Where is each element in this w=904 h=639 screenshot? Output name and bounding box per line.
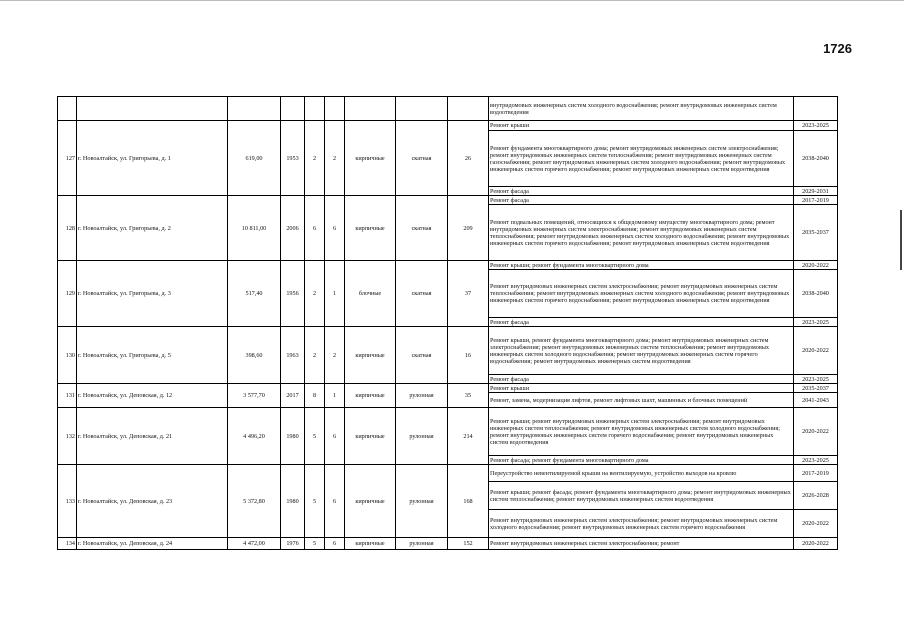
roof-type-cell: скатная [396,327,448,384]
roof-type-cell: рулонная [396,384,448,408]
floors-cell: 5 [305,538,325,550]
period-cell: 2020-2022 [794,538,838,550]
period-cell: 2020-2022 [794,327,838,375]
table-row [58,408,838,456]
work-description-cell: Ремонт крыши; ремонт фундамента многоквартирного дома [489,261,794,270]
floors-cell: 2 [305,121,325,196]
area-cell: 517,40 [228,261,281,327]
address-cell [77,97,228,121]
roof-type-cell: рулонная [396,538,448,550]
wall-material-cell: кирпичные [345,196,396,261]
area-cell: 5 372,80 [228,465,281,538]
residents-count-cell: 35 [448,384,489,408]
area-cell: 4 496,20 [228,408,281,465]
address-cell: г. Новоалтайск, ул. Григорьева, д. 3 [77,261,228,327]
address-cell: г. Новоалтайск, ул. Григорьева, д. 2 [77,196,228,261]
period-cell: 2029-2031 [794,187,838,196]
roof-type-cell: рулонная [396,408,448,465]
table-row [58,196,838,205]
area-cell [228,97,281,121]
wall-material-cell: кирпичные [345,465,396,538]
residents-count-cell: 214 [448,408,489,465]
residents-count-cell [448,97,489,121]
table-row [58,261,838,270]
scan-top-edge [0,0,904,1]
address-cell: г. Новоалтайск, ул. Деповская, д. 21 [77,408,228,465]
work-description-cell: Ремонт фасада [489,196,794,205]
table-row [58,538,838,550]
floors-cell [305,97,325,121]
entrances-cell [325,97,345,121]
floors-cell: 5 [305,408,325,465]
house-number-cell: 132 [58,408,77,465]
scan-side-mark [900,210,902,270]
residents-count-cell: 168 [448,465,489,538]
period-cell: 2023-2025 [794,375,838,384]
work-description-cell: Ремонт крыши [489,121,794,131]
house-number-cell [58,97,77,121]
work-description-cell: Ремонт фундамента многоквартирного дома; ремонт внутридомовых инженерных систем электроснабжения; ремонт внутридомовых инженерных систем теплоснабжения; ремонт внутридомовых инженерных систем газоснабжения; ремонт внутридомовых инженерных систем холодного водоснабжения; ремонт внутридомовых инженерных систем горячего водоснабжения; ремонт внутридомовых инженерных систем водоотведения [489,131,794,187]
address-cell: г. Новоалтайск, ул. Деповская, д. 24 [77,538,228,550]
table-body [58,97,838,550]
entrances-cell: 1 [325,384,345,408]
residents-count-cell: 16 [448,327,489,384]
roof-type-cell: скатная [396,121,448,196]
table-row [58,121,838,131]
roof-type-cell: скатная [396,261,448,327]
entrances-cell: 2 [325,327,345,384]
area-cell: 398,60 [228,327,281,384]
entrances-cell: 1 [325,261,345,327]
work-description-cell: Ремонт внутридомовых инженерных систем электроснабжения; ремонт внутридомовых инженерных систем теплоснабжения; ремонт внутридомовых инженерных систем холодного водоснабжения; ремонт внутридомовых инженерных систем горячего водоснабжения; ремонт внутридомовых инженерных систем водоотведения [489,270,794,318]
year-cell: 1980 [281,465,305,538]
period-cell: 2038-2040 [794,270,838,318]
period-cell: 2020-2022 [794,261,838,270]
wall-material-cell: кирпичные [345,384,396,408]
roof-type-cell: рулонная [396,465,448,538]
address-cell: г. Новоалтайск, ул. Деповская, д. 23 [77,465,228,538]
table-row [58,97,838,121]
year-cell: 1963 [281,327,305,384]
floors-cell: 8 [305,384,325,408]
period-cell: 2023-2025 [794,318,838,327]
floors-cell: 2 [305,261,325,327]
work-description-cell: Ремонт, замена, модернизация лифтов, ремонт лифтовых шахт, машинных и блочных помещений [489,393,794,408]
wall-material-cell [345,97,396,121]
table-row [58,327,838,375]
address-cell: г. Новоалтайск, ул. Григорьева, д. 1 [77,121,228,196]
house-number-cell: 130 [58,327,77,384]
residents-count-cell: 37 [448,261,489,327]
period-cell [794,97,838,121]
wall-material-cell: кирпичные [345,327,396,384]
work-description-cell: Переустройство невентилируемой крыши на вентилируемую, устройство выходов на кровлю [489,465,794,482]
work-description-cell: Ремонт фасада [489,187,794,196]
year-cell: 1953 [281,121,305,196]
floors-cell: 5 [305,465,325,538]
work-description-cell: Ремонт внутридомовых инженерных систем электроснабжения; ремонт [489,538,794,550]
work-description-cell: внутридомовых инженерных систем холодного водоснабжения; ремонт внутридомовых инженерных систем водоотведения [489,97,794,121]
house-number-cell: 133 [58,465,77,538]
housing-repair-table [57,96,838,550]
roof-type-cell [396,97,448,121]
period-cell: 2023-2025 [794,456,838,465]
table-row [58,465,838,482]
table-row [58,384,838,393]
house-number-cell: 131 [58,384,77,408]
area-cell: 10 811,00 [228,196,281,261]
year-cell: 2006 [281,196,305,261]
work-description-cell: Ремонт крыши; ремонт фасада; ремонт фундамента многоквартирного дома; ремонт внутридомовых инженерных систем теплоснабжения; ремонт внутридомовых инженерных систем водоотведения [489,482,794,510]
work-description-cell: Ремонт крыши; ремонт внутридомовых инженерных систем электроснабжения; ремонт внутридомовых инженерных систем теплоснабжения; ремонт внутридомовых инженерных систем холодного водоснабжения; ремонт внутридомовых инженерных систем горячего водоснабжения; ремонт внутридомовых инженерных систем водоотведения [489,408,794,456]
entrances-cell: 6 [325,408,345,465]
floors-cell: 6 [305,196,325,261]
residents-count-cell: 209 [448,196,489,261]
year-cell: 1980 [281,408,305,465]
residents-count-cell: 152 [448,538,489,550]
period-cell: 2035-2037 [794,384,838,393]
roof-type-cell: скатная [396,196,448,261]
house-number-cell: 128 [58,196,77,261]
period-cell: 2017-2019 [794,465,838,482]
wall-material-cell: кирпичные [345,538,396,550]
year-cell [281,97,305,121]
house-number-cell: 134 [58,538,77,550]
house-number-cell: 127 [58,121,77,196]
period-cell: 2035-2037 [794,205,838,261]
work-description-cell: Ремонт внутридомовых инженерных систем электроснабжения; ремонт внутридомовых инженерных систем холодного водоснабжения; ремонт внутридомовых инженерных систем горячего водоснабжения [489,510,794,538]
house-number-cell: 129 [58,261,77,327]
period-cell: 2038-2040 [794,131,838,187]
work-description-cell: Ремонт фасада; ремонт фундамента многоквартирного дома [489,456,794,465]
entrances-cell: 6 [325,196,345,261]
address-cell: г. Новоалтайск, ул. Деповская, д. 12 [77,384,228,408]
year-cell: 2017 [281,384,305,408]
period-cell: 2020-2022 [794,510,838,538]
period-cell: 2023-2025 [794,121,838,131]
entrances-cell: 2 [325,121,345,196]
wall-material-cell: кирпичные [345,408,396,465]
wall-material-cell: кирпичные [345,121,396,196]
work-description-cell: Ремонт фасада [489,375,794,384]
work-description-cell: Ремонт подвальных помещений, относящихся к общедомовому имуществу многоквартирного дома; ремонт внутридомовых инженерных систем электроснабжения; ремонт внутридомовых инженерных систем теплоснабжения; ремонт внутридомовых инженерных систем холодного водоснабжения; ремонт внутридомовых инженерных систем горячего водоснабжения; ремонт внутридомовых инженерных систем водоотведения [489,205,794,261]
period-cell: 2041-2043 [794,393,838,408]
area-cell: 3 577,70 [228,384,281,408]
work-description-cell: Ремонт фасада [489,318,794,327]
year-cell: 1976 [281,538,305,550]
period-cell: 2020-2022 [794,408,838,456]
floors-cell: 2 [305,327,325,384]
entrances-cell: 6 [325,465,345,538]
residents-count-cell: 26 [448,121,489,196]
period-cell: 2026-2028 [794,482,838,510]
address-cell: г. Новоалтайск, ул. Григорьева, д. 5 [77,327,228,384]
wall-material-cell: блочные [345,261,396,327]
year-cell: 1956 [281,261,305,327]
entrances-cell: 6 [325,538,345,550]
work-description-cell: Ремонт крыши [489,384,794,393]
period-cell: 2017-2019 [794,196,838,205]
page-number: 1726 [823,41,852,56]
area-cell: 4 472,00 [228,538,281,550]
area-cell: 619,00 [228,121,281,196]
work-description-cell: Ремонт крыши, ремонт фундамента многоквартирного дома; ремонт внутридомовых инженерных систем электроснабжения; ремонт внутридомовых инженерных систем теплоснабжения; ремонт внутридомовых инженерных систем холодного водоснабжения; ремонт внутридомовых инженерных систем горячего водоснабжения; ремонт внутридомовых инженерных систем водоотведения [489,327,794,375]
